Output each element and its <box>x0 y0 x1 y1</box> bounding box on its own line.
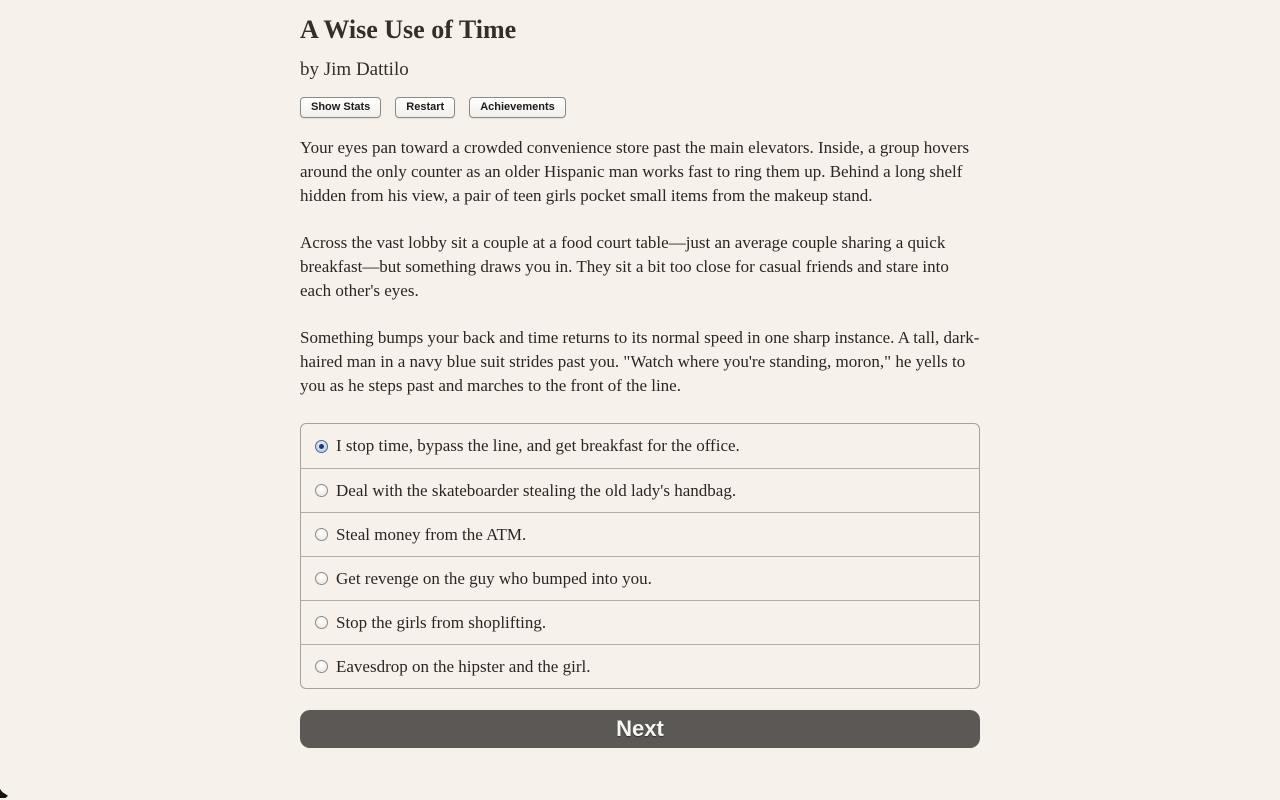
restart-button[interactable]: Restart <box>395 97 455 118</box>
choice-radio-4[interactable] <box>315 616 328 629</box>
author-byline: by Jim Dattilo <box>300 59 409 80</box>
choice-row-4[interactable] <box>301 556 979 600</box>
achievements-button[interactable]: Achievements <box>469 97 566 118</box>
toolbar <box>300 97 980 118</box>
choice-label-6: Eavesdrop on the hipster and the girl. <box>336 656 591 676</box>
choice-row-5[interactable] <box>301 600 979 644</box>
choice-radio-3[interactable] <box>315 572 328 585</box>
choice-list <box>300 423 980 689</box>
story-paragraph-1: Your eyes pan toward a crowded convenience store past the main elevators. Inside, a group hovers around the only counter as an older Hispanic man works fast to ring them up. Behind a long shelf hidden from his view, a pair of teen girls pocket small items from the makeup stand. <box>300 138 970 205</box>
choice-row-1[interactable] <box>301 424 979 468</box>
choice-label-4: Get revenge on the guy who bumped into you. <box>336 568 652 588</box>
next-button[interactable]: Next <box>300 710 980 748</box>
choice-label-5: Stop the girls from shoplifting. <box>336 612 547 632</box>
story-paragraph-2: Across the vast lobby sit a couple at a food court table—just an average couple sharing a quick breakfast—but something draws you in. They sit a bit too close for casual friends and stare into each other's eyes. <box>300 233 949 300</box>
choice-radio-5[interactable] <box>315 660 328 673</box>
game-content <box>300 14 980 748</box>
choice-label-1: I stop time, bypass the line, and get breakfast for the office. <box>336 436 740 455</box>
choice-label-2: Deal with the skateboarder stealing the old lady's handbag. <box>336 480 737 500</box>
choice-radio-0[interactable] <box>315 440 328 453</box>
choice-radio-2[interactable] <box>315 528 328 541</box>
page-title: A Wise Use of Time <box>300 15 517 44</box>
story-paragraph-3: Something bumps your back and time returns to its normal speed in one sharp instance. A tall, dark-haired man in a navy blue suit strides past you. "Watch where you're standing, moron," he yells to you as he steps past and marches to the front of the line. <box>300 328 980 395</box>
choice-row-2[interactable] <box>301 468 979 512</box>
show-stats-button[interactable]: Show Stats <box>300 97 381 118</box>
corner-artifact <box>0 789 8 798</box>
choice-radio-1[interactable] <box>315 484 328 497</box>
choice-label-3: Steal money from the ATM. <box>336 524 527 544</box>
choice-row-3[interactable] <box>301 512 979 556</box>
choice-row-6[interactable] <box>301 644 979 688</box>
